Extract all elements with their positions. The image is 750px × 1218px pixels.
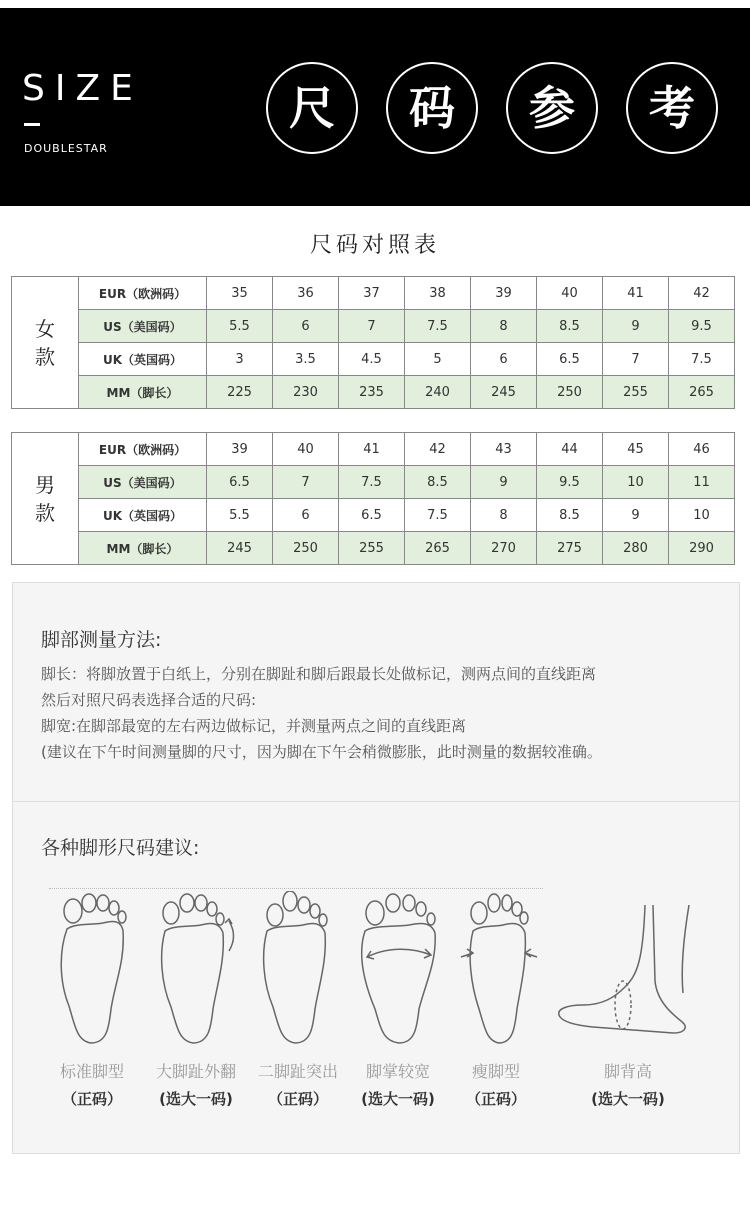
size-cell: 6.5 [207,466,273,499]
size-row-label: UK（英国码） [79,499,207,532]
size-cell: 6 [273,499,339,532]
size-cell: 230 [273,376,339,409]
size-cell: 44 [537,433,603,466]
size-row [12,310,735,343]
gender-label: 男 款 [12,433,79,565]
foot-type-rec: （正码） [465,1090,526,1108]
foot-type-rec: （正码） [267,1090,328,1108]
foot-type-name: 瘦脚型 [471,1062,520,1081]
size-cell: 9 [603,499,669,532]
size-cell: 42 [669,277,735,310]
size-cell: 270 [471,532,537,565]
narrow-foot-icon [457,891,547,1051]
size-cell: 8.5 [537,499,603,532]
size-cell: 280 [603,532,669,565]
circle-char-4: 考 [626,62,718,154]
size-cell: 9.5 [537,466,603,499]
foot-type-name: 大脚趾外翻 [155,1062,236,1081]
measure-title: 脚部测量方法: [41,629,162,651]
gender-label: 女 款 [12,277,79,409]
size-cell: 235 [339,376,405,409]
size-row-label: EUR（欧洲码） [79,433,207,466]
size-dash [24,123,40,126]
foot-type-name: 标准脚型 [59,1062,124,1081]
size-cell: 6 [471,343,537,376]
size-row-label: MM（脚长） [79,376,207,409]
instruction-line: 脚长：将脚放置于白纸上，分别在脚趾和脚后跟最长处做标记，测两点间的直线距离 [41,665,597,683]
size-cell: 245 [207,532,273,565]
size-cell: 7.5 [405,499,471,532]
size-cell: 41 [603,277,669,310]
size-cell: 250 [537,376,603,409]
foot-caption-3 [243,1059,353,1109]
size-cell: 7.5 [405,310,471,343]
circle-char-2: 码 [386,62,478,154]
size-cell: 3.5 [273,343,339,376]
size-cell: 39 [207,433,273,466]
size-row [12,433,735,466]
foot-type-name: 二脚趾突出 [257,1062,338,1081]
foot-caption-5 [441,1059,551,1109]
second-toe-foot-icon [257,891,337,1051]
size-cell: 8 [471,499,537,532]
size-cell: 45 [603,433,669,466]
foot-type-rec: （正码） [61,1090,122,1108]
size-cell: 8.5 [405,466,471,499]
foot-type-rec: (选大一码) [361,1090,435,1108]
size-cell: 250 [273,532,339,565]
size-cell: 6.5 [339,499,405,532]
size-cell: 39 [471,277,537,310]
size-cell: 40 [273,433,339,466]
size-cell: 290 [669,532,735,565]
foot-caption-1 [37,1059,147,1109]
size-cell: 40 [537,277,603,310]
size-cell: 4.5 [339,343,405,376]
dotted-guide-line [49,888,543,889]
size-row-label: UK（英国码） [79,343,207,376]
size-row-label: MM（脚长） [79,532,207,565]
size-cell: 36 [273,277,339,310]
women-size-table [11,276,735,409]
instruction-line: 脚宽:在脚部最宽的左右两边做标记，并测量两点之间的直线距离 [41,717,467,735]
size-cell: 255 [603,376,669,409]
instruction-line: 然后对照尺码表选择合适的尺码: [41,691,257,709]
size-cell: 7 [339,310,405,343]
size-cell: 8 [471,310,537,343]
size-cell: 7.5 [339,466,405,499]
foot-caption-4 [343,1059,453,1109]
foot-type-rec: (选大一码) [591,1090,665,1108]
header-banner [0,8,750,206]
instruction-line: (建议在下午时间测量脚的尺寸，因为脚在下午会稍微膨胀，此时测量的数据较准确。 [41,743,602,761]
foot-caption-6 [573,1059,683,1109]
size-cell: 37 [339,277,405,310]
size-cell: 35 [207,277,273,310]
size-row [12,466,735,499]
size-cell: 8.5 [537,310,603,343]
size-cell: 7 [273,466,339,499]
size-row [12,343,735,376]
size-cell: 6 [273,310,339,343]
size-row-label: US（美国码） [79,310,207,343]
brand-name: DOUBLESTAR [24,142,108,155]
size-cell: 5 [405,343,471,376]
size-row-label: US（美国码） [79,466,207,499]
size-cell: 3 [207,343,273,376]
size-cell: 43 [471,433,537,466]
size-cell: 9.5 [669,310,735,343]
size-cell: 42 [405,433,471,466]
size-cell: 38 [405,277,471,310]
size-cell: 6.5 [537,343,603,376]
size-cell: 5.5 [207,310,273,343]
size-cell: 11 [669,466,735,499]
standard-foot-icon [53,891,133,1051]
size-cell: 245 [471,376,537,409]
circle-char-3: 参 [506,62,598,154]
wide-foot-icon [357,891,447,1051]
foot-types-title: 各种脚形尺码建议: [41,837,200,859]
size-cell: 9 [603,310,669,343]
size-cell: 275 [537,532,603,565]
size-row [12,499,735,532]
size-cell: 5.5 [207,499,273,532]
foot-type-rec: (选大一码) [159,1090,233,1108]
size-cell: 240 [405,376,471,409]
size-cell: 7 [603,343,669,376]
table-title: 尺码对照表 [309,233,440,258]
size-cell: 225 [207,376,273,409]
size-row [12,376,735,409]
size-cell: 265 [405,532,471,565]
size-cell: 255 [339,532,405,565]
size-cell: 7.5 [669,343,735,376]
measure-instructions [41,661,602,765]
size-cell: 41 [339,433,405,466]
circle-char-1: 尺 [266,62,358,154]
foot-type-name: 脚掌较宽 [365,1062,430,1081]
size-cell: 10 [669,499,735,532]
size-row [12,277,735,310]
size-cell: 265 [669,376,735,409]
men-size-table [11,432,735,565]
section-divider [13,801,739,802]
guide-panel [12,582,740,1154]
size-row [12,532,735,565]
size-cell: 9 [471,466,537,499]
size-word: SIZE [22,68,143,109]
foot-type-name: 脚背高 [603,1062,652,1081]
high-instep-foot-icon [553,901,703,1051]
bunion-foot-icon [153,891,243,1051]
size-cell: 46 [669,433,735,466]
size-row-label: EUR（欧洲码） [79,277,207,310]
foot-caption-2 [141,1059,251,1109]
size-cell: 10 [603,466,669,499]
